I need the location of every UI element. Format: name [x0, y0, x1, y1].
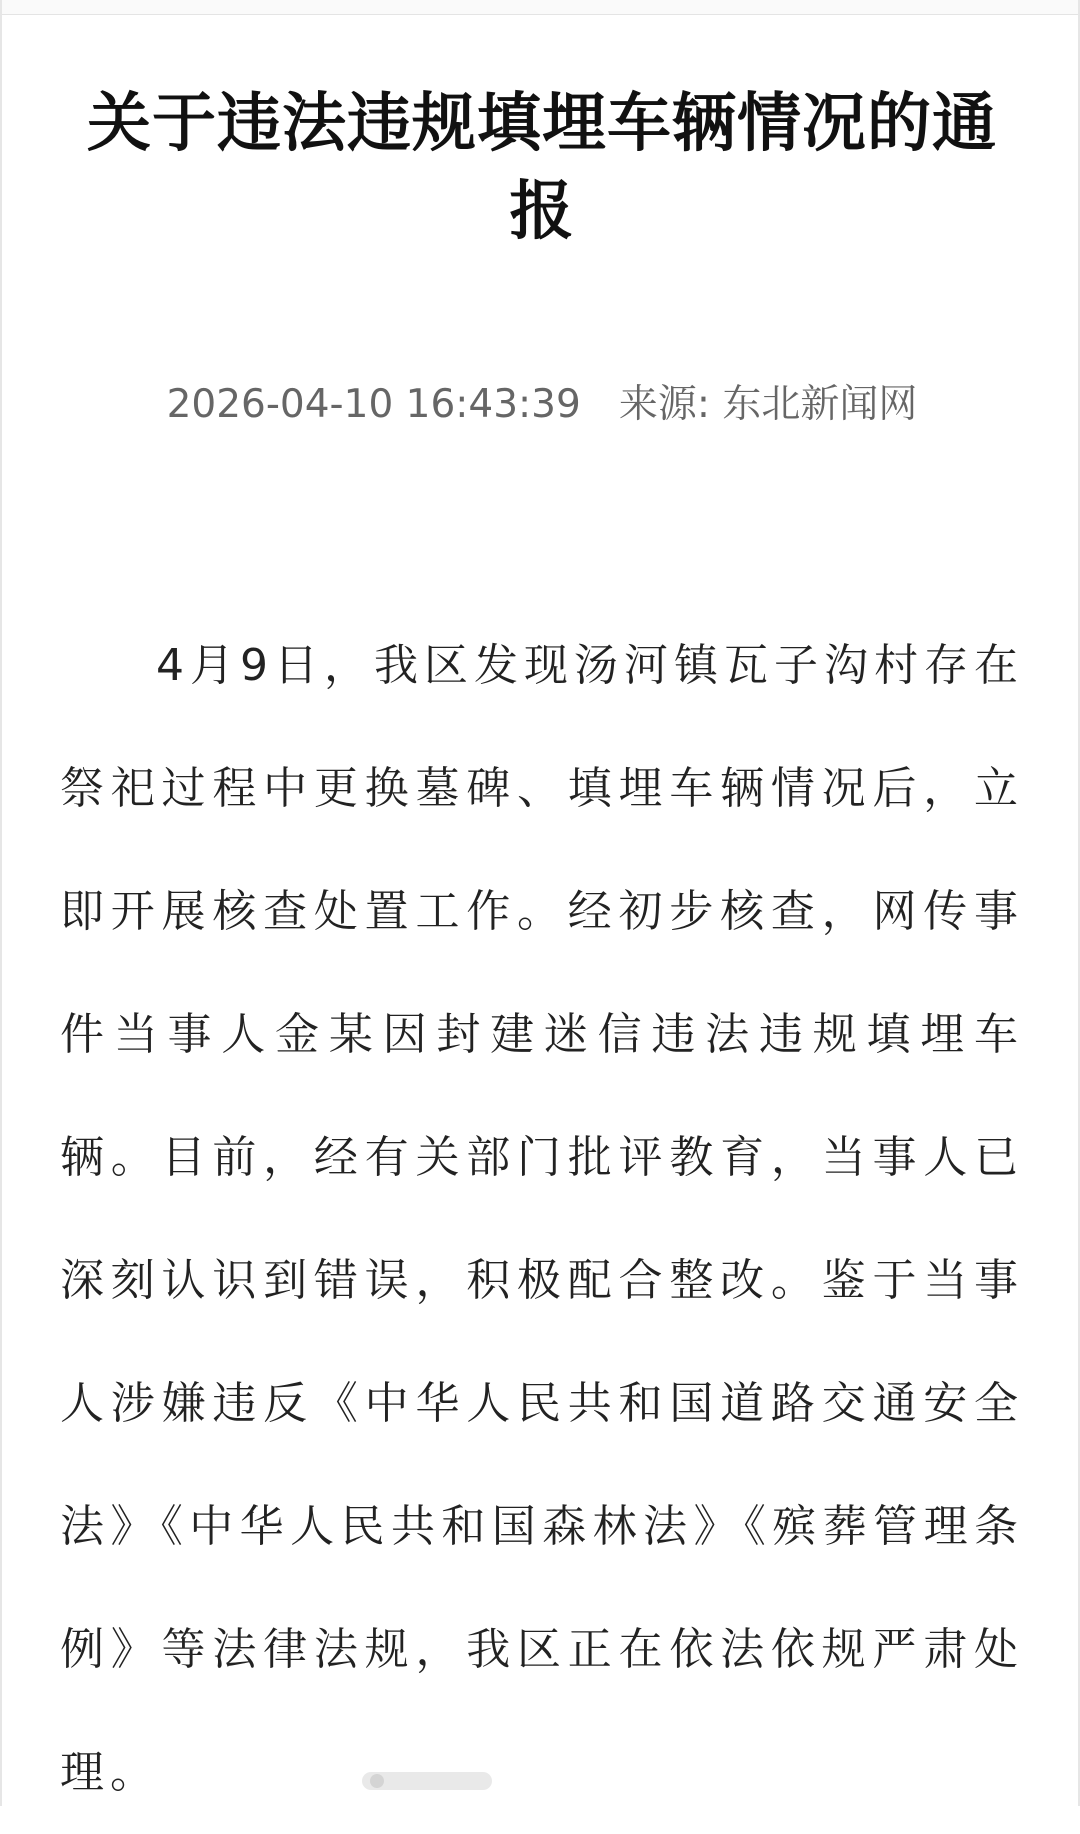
source-name: 东北新闻网: [722, 382, 918, 427]
article-meta: [62, 380, 1022, 430]
top-divider: [2, 0, 1078, 15]
scroll-indicator: [362, 1772, 492, 1790]
indicator-dot-icon: [370, 1774, 384, 1788]
publish-datetime: 2026-04-10 16:43:39: [166, 382, 581, 427]
source-label: 来源:: [618, 382, 710, 427]
article-title: 关于违法违规填埋车辆情况的通报: [87, 87, 997, 249]
article-body: 4月9日，我区发现汤河镇瓦子沟村存在祭祀过程中更换墓碑、填埋车辆情况后，立即开展核查处置工作。经初步核查，网传事件当事人金某因封建迷信违法违规填埋车辆。目前，经有关部门批评教育，当事人已深刻认识到错误，积极配合整改。鉴于当事人涉嫌违反《中华人民共和国道路交通安全法》《中华人民共和国森林法》《殡葬管理条例》等法律法规，我区正在依法依规严肃处理。: [60, 640, 1024, 1798]
